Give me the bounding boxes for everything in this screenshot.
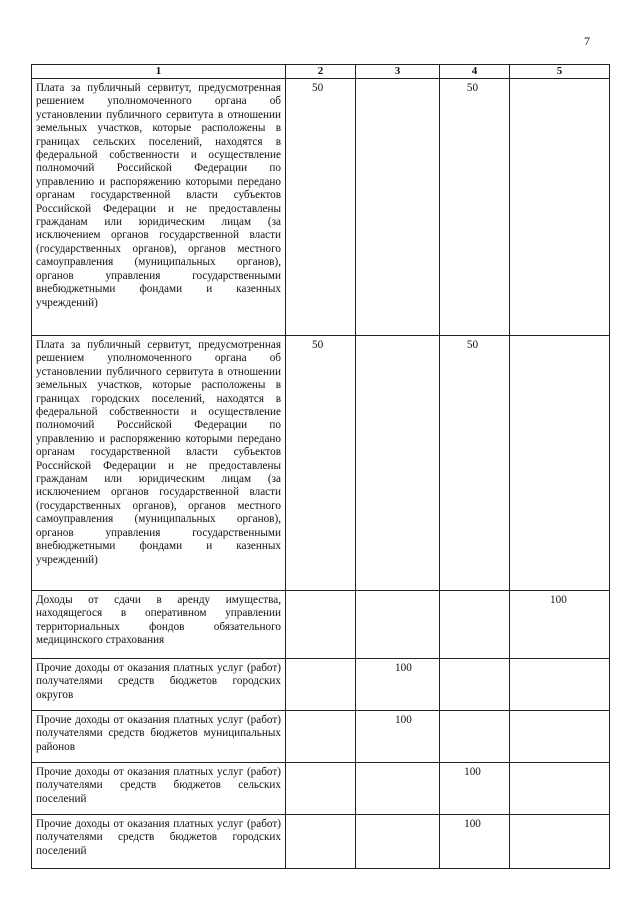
budget-table — [31, 64, 610, 869]
row-value-col-5 — [510, 815, 610, 869]
table-row — [32, 659, 610, 711]
row-value-col-2 — [286, 763, 356, 815]
row-description: Прочие доходы от оказания платных услуг (работ) получателями средств бюджетов городских округов — [32, 659, 286, 711]
header-col-2: 2 — [286, 65, 356, 79]
row-value-col-3 — [356, 79, 440, 336]
header-col-5: 5 — [510, 65, 610, 79]
row-value-col-3: 100 — [356, 659, 440, 711]
row-value-col-3 — [356, 336, 440, 591]
table-row — [32, 79, 610, 336]
row-value-col-3 — [356, 763, 440, 815]
row-value-col-5 — [510, 79, 610, 336]
row-value-col-4 — [440, 591, 510, 659]
header-col-1: 1 — [32, 65, 286, 79]
row-value-col-3 — [356, 591, 440, 659]
row-value-col-5: 100 — [510, 591, 610, 659]
row-value-col-5 — [510, 659, 610, 711]
row-value-col-2 — [286, 591, 356, 659]
table-row — [32, 336, 610, 591]
page-number: 7 — [584, 34, 590, 48]
row-value-col-2 — [286, 659, 356, 711]
row-value-col-4: 50 — [440, 79, 510, 336]
table-row — [32, 591, 610, 659]
row-value-col-4 — [440, 711, 510, 763]
row-value-col-2 — [286, 815, 356, 869]
row-description: Прочие доходы от оказания платных услуг (работ) получателями средств бюджетов городских поселений — [32, 815, 286, 869]
row-description: Плата за публичный сервитут, предусмотренная решением уполномоченного органа об установлении публичного сервитута в отношении земельных участков, которые расположены в границах городских поселений, находятся в федеральной собственности и осуществление полномочий Российской Федерации по управлению и распоряжению которыми передано органам государственной власти субъектов Российской Федерации и не предоставлены гражданам или юридическим лицам (за исключением органов государственной власти (государственных органов), органов местного самоуправления (муниципальных органов), органов управления государственными внебюджетными фондами и казенных учреждений) — [32, 336, 286, 591]
row-value-col-2: 50 — [286, 79, 356, 336]
table-row — [32, 815, 610, 869]
row-value-col-5 — [510, 763, 610, 815]
row-value-col-4: 100 — [440, 815, 510, 869]
row-value-col-3: 100 — [356, 711, 440, 763]
row-description: Плата за публичный сервитут, предусмотренная решением уполномоченного органа об установлении публичного сервитута в отношении земельных участков, которые расположены в границах сельских поселений, находятся в федеральной собственности и осуществление полномочий Российской Федерации по управлению и распоряжению которыми передано органам государственной власти субъектов Российской Федерации и не предоставлены гражданам или юридическим лицам (за исключением органов государственной власти (государственных органов), органов местного самоуправления (муниципальных органов), органов управления государственными внебюджетными фондами и казенных учреждений) — [32, 79, 286, 336]
row-value-col-4: 100 — [440, 763, 510, 815]
row-description: Доходы от сдачи в аренду имущества, находящегося в оперативном управлении территориальных фондов обязательного медицинского страхования — [32, 591, 286, 659]
table-row — [32, 763, 610, 815]
row-value-col-2 — [286, 711, 356, 763]
row-value-col-5 — [510, 336, 610, 591]
row-value-col-4 — [440, 659, 510, 711]
row-value-col-3 — [356, 815, 440, 869]
table-header-row — [32, 65, 610, 79]
row-description: Прочие доходы от оказания платных услуг (работ) получателями средств бюджетов сельских поселений — [32, 763, 286, 815]
header-col-3: 3 — [356, 65, 440, 79]
header-col-4: 4 — [440, 65, 510, 79]
row-value-col-4: 50 — [440, 336, 510, 591]
row-value-col-2: 50 — [286, 336, 356, 591]
table-row — [32, 711, 610, 763]
row-description: Прочие доходы от оказания платных услуг (работ) получателями средств бюджетов муниципальных районов — [32, 711, 286, 763]
row-value-col-5 — [510, 711, 610, 763]
